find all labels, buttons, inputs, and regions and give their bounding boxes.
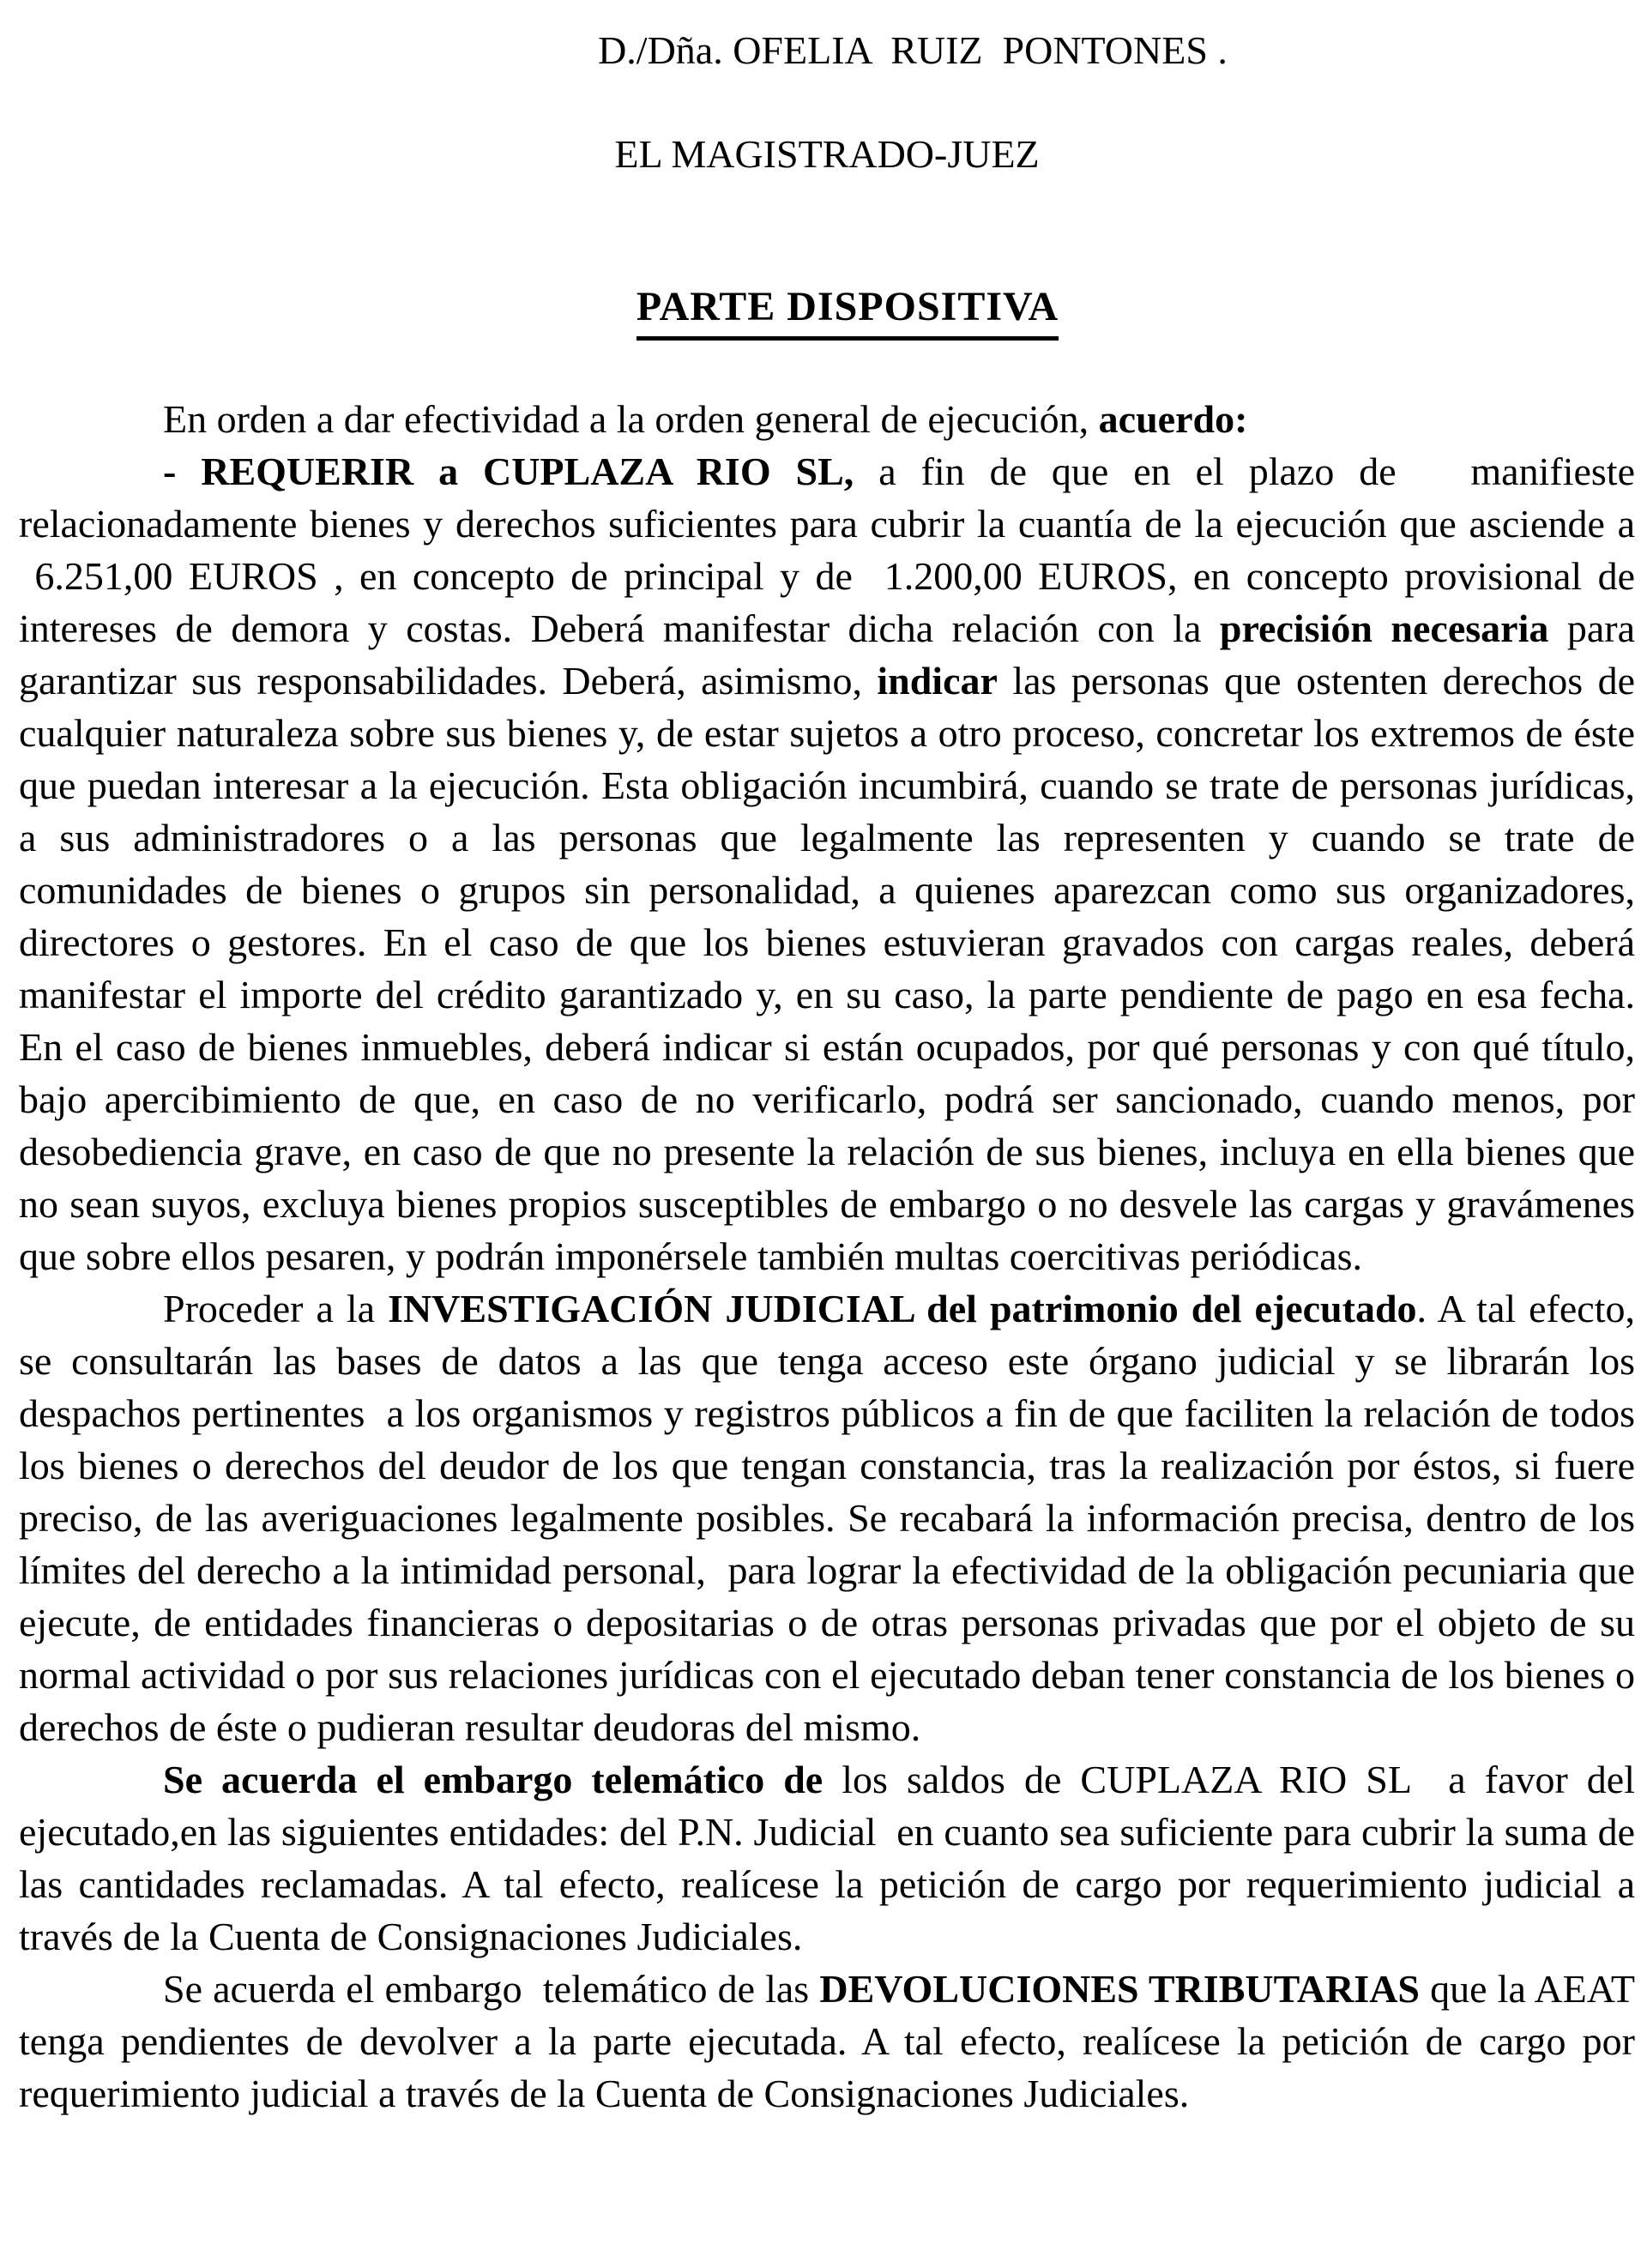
party-name-line: D./Dña. OFELIA RUIZ PONTONES . bbox=[598, 28, 1228, 72]
paragraph-embargo-saldos: Se acuerda el embargo telemático de los saldos de CUPLAZA RIO SL a favor del ejecutado,en las siguientes entidades: del P.N. Judicial en cuanto sea suficiente para cubrir la suma de las cantidades reclamadas. A tal efecto, realícese la petición de cargo por requerimiento judicial a través de la Cuenta de Consignaciones Judiciales. bbox=[19, 1758, 1645, 1958]
paragraph-investigacion-judicial: Proceder a la INVESTIGACIÓN JUDICIAL del patrimonio del ejecutado. A tal efecto, se consultarán las bases de datos a las que tenga acceso este órgano judicial y se librarán los despachos pertinentes a los organismos y registros públicos a fin de que faciliten la relación de todos los bienes o derechos del deudor de los que tengan constancia, tras la realización por éstos, si fuere preciso, de las averiguaciones legalmente posibles. Se recabará la información precisa, dentro de los límites del derecho a la intimidad personal, para lograr la efectividad de la obligación pecuniaria que ejecute, de entidades financieras o depositarias o de otras personas privadas que por el objeto de su normal actividad o por sus relaciones jurídicas con el ejecutado deban tener constancia de los bienes o derechos de éste o pudieran resultar deudoras del mismo. bbox=[19, 1287, 1645, 1749]
paragraph-acuerdo-intro: En orden a dar efectividad a la orden general de ejecución, acuerdo: bbox=[163, 397, 1248, 441]
section-title-parte-dispositiva: PARTE DISPOSITIVA bbox=[636, 280, 1059, 341]
magistrate-judge-line: EL MAGISTRADO-JUEZ bbox=[614, 132, 1040, 176]
paragraph-requerir: - REQUERIR a CUPLAZA RIO SL, a fin de que en el plazo de manifieste relacionadamente bienes y derechos suficientes para cubrir la cuantía de la ejecución que asciende a 6.251,00 EUROS , en concepto de principal y de 1.200,00 EUROS, en concepto provisional de intereses de demora y costas. Deberá manifestar dicha relación con la precisión necesaria para garantizar sus responsabilidades. Deberá, asimismo, indicar las personas que ostenten derechos de cualquier naturaleza sobre sus bienes y, de estar sujetos a otro proceso, concretar los extremos de éste que puedan interesar a la ejecución. Esta obligación incumbirá, cuando se trate de personas jurídicas, a sus administradores o a las personas que legalmente las representen y cuando se trate de comunidades de bienes o grupos sin personalidad, a quienes aparezcan como sus organizadores, directores o gestores. En el caso de que los bienes estuvieran gravados con cargas reales, deberá manifestar el importe del crédito garantizado y, en su caso, la parte pendiente de pago en esa fecha. En el caso de bienes inmuebles, deberá indicar si están ocupados, por qué personas y con qué título, bajo apercibimiento de que, en caso de no verificarlo, podrá ser sancionado, cuando menos, por desobediencia grave, en caso de que no presente la relación de sus bienes, incluya en ella bienes que no sean suyos, excluya bienes propios susceptibles de embargo o no desvele las cargas y gravámenes que sobre ellos pesaren, y podrán imponérsele también multas coercitivas periódicas. bbox=[19, 449, 1645, 1278]
section-title-row bbox=[19, 228, 1635, 393]
paragraph-embargo-devoluciones: Se acuerda el embargo telemático de las DEVOLUCIONES TRIBUTARIAS que la AEAT tenga pendientes de devolver a la parte ejecutada. A tal efecto, realícese la petición de cargo por requerimiento judicial a través de la Cuenta de Consignaciones Judiciales. bbox=[19, 1967, 1645, 2115]
